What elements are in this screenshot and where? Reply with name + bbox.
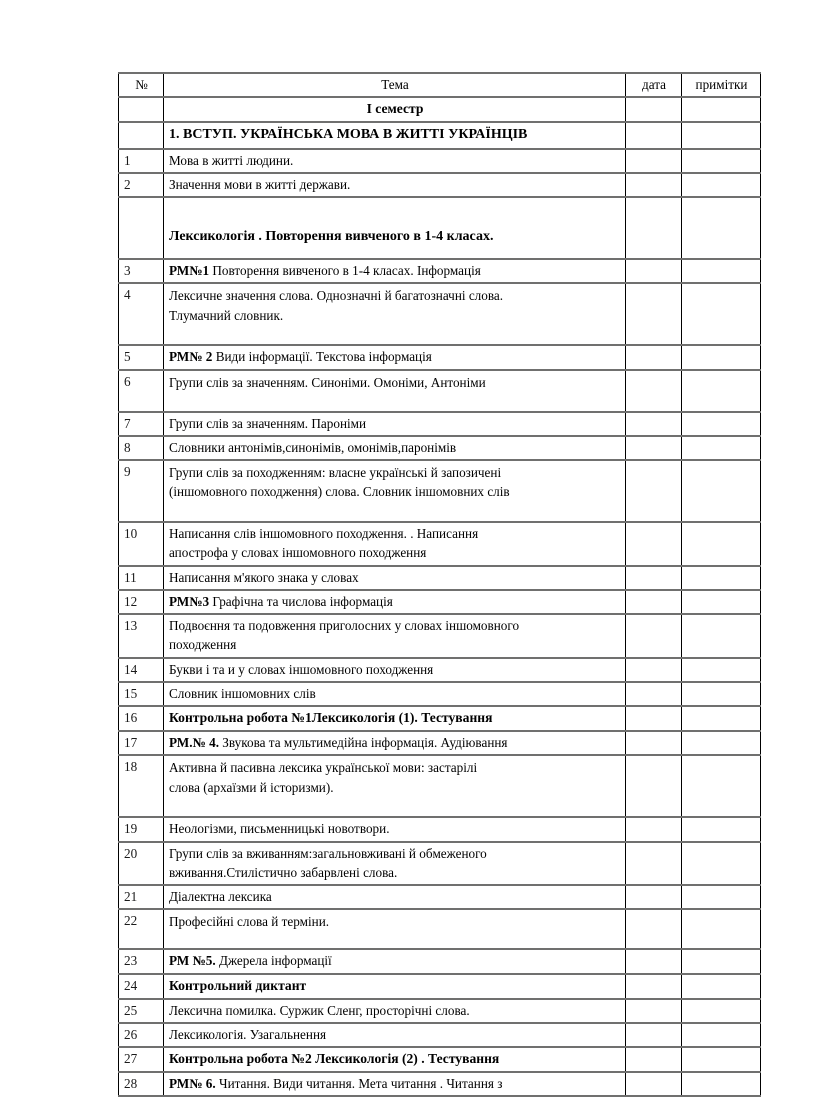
theme-text: Лексична помилка. Суржик Сленг, просторічні слова.: [169, 1002, 470, 1018]
row-date-cell[interactable]: [626, 259, 682, 283]
row-number-cell: 22: [119, 909, 164, 949]
row-number-cell: 27: [119, 1047, 164, 1072]
row-date-cell[interactable]: [626, 755, 682, 817]
row-date-cell[interactable]: [626, 1072, 682, 1096]
theme-text: Діалектна лексика: [169, 889, 272, 905]
row-notes-cell[interactable]: [682, 949, 761, 973]
row-date-cell[interactable]: [626, 412, 682, 436]
row-date-cell[interactable]: [626, 566, 682, 590]
row-date-cell[interactable]: [626, 658, 682, 682]
row-date-cell[interactable]: [626, 122, 682, 148]
row-notes-cell[interactable]: [682, 817, 761, 841]
table-row: [119, 706, 761, 731]
theme-text: Графічна та числова інформація: [209, 593, 393, 609]
row-number-cell: 24: [119, 974, 164, 999]
row-theme-cell: [164, 436, 626, 460]
theme-text: Групи слів за вживанням:загальновживані й обмеженого вживання.Стилістично забарвлені слова.: [169, 845, 487, 880]
row-number-cell: 8: [119, 436, 164, 460]
theme-text: Контрольна робота №1Лексикологія (1). Тестування: [169, 710, 493, 726]
row-notes-cell[interactable]: [682, 436, 761, 460]
row-notes-cell[interactable]: [682, 1072, 761, 1096]
theme-bold-prefix: РМ.№ 4.: [169, 735, 219, 751]
table-row: [119, 682, 761, 706]
table-row: [119, 149, 761, 173]
row-theme-cell: [164, 658, 626, 682]
row-date-cell[interactable]: [626, 731, 682, 755]
table-row: [119, 590, 761, 614]
row-theme-cell: [164, 842, 626, 886]
row-number-cell: [119, 97, 164, 122]
theme-text: Контрольна робота №2 Лексикологія (2) . Тестування: [169, 1051, 500, 1067]
row-date-cell[interactable]: [626, 522, 682, 566]
row-number-cell: 20: [119, 842, 164, 886]
table-header-row: [119, 73, 761, 97]
row-notes-cell[interactable]: [682, 842, 761, 886]
row-notes-cell[interactable]: [682, 283, 761, 345]
row-number-cell: 9: [119, 460, 164, 522]
row-number-cell: 3: [119, 259, 164, 283]
row-number-cell: 21: [119, 885, 164, 909]
theme-text: Групи слів за походженням: власне українські й запозичені (іншомовного походження) слова. Словник іншомовних слів: [169, 465, 510, 500]
row-number-cell: 28: [119, 1072, 164, 1096]
table-row: [119, 974, 761, 999]
row-number-cell: 14: [119, 658, 164, 682]
row-number-cell: [119, 197, 164, 259]
row-notes-cell[interactable]: [682, 97, 761, 122]
row-theme-cell: [164, 1072, 626, 1096]
column-header-theme: Тема: [164, 73, 626, 97]
table-row: [119, 173, 761, 197]
row-notes-cell[interactable]: [682, 566, 761, 590]
row-notes-cell[interactable]: [682, 658, 761, 682]
table-row: [119, 1047, 761, 1072]
row-date-cell[interactable]: [626, 173, 682, 197]
row-theme-cell: [164, 370, 626, 412]
row-notes-cell[interactable]: [682, 731, 761, 755]
row-date-cell[interactable]: [626, 197, 682, 259]
theme-text: Джерела інформації: [215, 953, 332, 969]
row-theme-cell: [164, 122, 626, 148]
table-row: [119, 345, 761, 369]
table-header: [119, 73, 761, 97]
theme-text: Професійні слова й терміни.: [169, 914, 330, 930]
row-number-cell: [119, 122, 164, 148]
theme-text: Значення мови в житті держави.: [169, 176, 351, 192]
row-number-cell: 6: [119, 370, 164, 412]
row-number-cell: 17: [119, 731, 164, 755]
row-notes-cell[interactable]: [682, 614, 761, 658]
table-row: [119, 614, 761, 658]
row-notes-cell[interactable]: [682, 1023, 761, 1047]
row-notes-cell[interactable]: [682, 173, 761, 197]
row-date-cell[interactable]: [626, 885, 682, 909]
theme-text: 1. ВСТУП. УКРАЇНСЬКА МОВА В ЖИТТІ УКРАЇНЦІВ: [169, 127, 528, 143]
theme-text: Словник іншомовних слів: [169, 686, 316, 701]
table-row: [119, 755, 761, 817]
row-number-cell: 4: [119, 283, 164, 345]
row-notes-cell[interactable]: [682, 885, 761, 909]
column-header-number: №: [119, 73, 164, 97]
theme-bold-prefix: РМ№3: [169, 593, 210, 609]
row-theme-cell: [164, 590, 626, 614]
theme-text: Букви і та и у словах іншомовного походження: [169, 661, 434, 677]
table-row: [119, 817, 761, 841]
row-theme-cell: [164, 885, 626, 909]
row-date-cell[interactable]: [626, 817, 682, 841]
theme-bold-prefix: РМ №5.: [169, 953, 216, 969]
row-theme-cell: [164, 817, 626, 841]
column-header-date: дата: [626, 73, 682, 97]
row-date-cell[interactable]: [626, 706, 682, 731]
theme-text: Написання м'якого знака у словах: [169, 569, 359, 585]
row-number-cell: 23: [119, 949, 164, 973]
theme-bold-prefix: РМ№1: [169, 263, 210, 279]
row-date-cell[interactable]: [626, 614, 682, 658]
table-row: [119, 949, 761, 973]
row-notes-cell[interactable]: [682, 522, 761, 566]
row-theme-cell: [164, 949, 626, 973]
table-row: [119, 197, 761, 259]
lesson-plan-table: [118, 72, 761, 1097]
row-number-cell: 2: [119, 173, 164, 197]
row-date-cell[interactable]: [626, 97, 682, 122]
row-theme-cell: [164, 974, 626, 999]
row-date-cell[interactable]: [626, 149, 682, 173]
theme-text: Подвоєння та подовження приголосних у словах іншомовного походження: [169, 618, 520, 653]
table-row: [119, 999, 761, 1023]
row-theme-cell: [164, 706, 626, 731]
theme-text: Групи слів за значенням. Синоніми. Омоніми, Антоніми: [169, 374, 486, 390]
table-row: [119, 909, 761, 949]
row-number-cell: 19: [119, 817, 164, 841]
row-notes-cell[interactable]: [682, 460, 761, 522]
row-notes-cell[interactable]: [682, 149, 761, 173]
row-number-cell: 11: [119, 566, 164, 590]
row-notes-cell[interactable]: [682, 909, 761, 949]
row-theme-cell: [164, 1023, 626, 1047]
row-date-cell[interactable]: [626, 909, 682, 949]
table-row: [119, 412, 761, 436]
row-number-cell: 5: [119, 345, 164, 369]
row-theme-cell: [164, 345, 626, 369]
table-row: [119, 436, 761, 460]
row-date-cell[interactable]: [626, 1023, 682, 1047]
theme-text: Лексичне значення слова. Однозначні й багатозначні слова. Тлумачний словник.: [169, 288, 504, 323]
theme-text: Види інформації. Текстова інформація: [212, 349, 432, 365]
theme-text: Активна й пасивна лексика української мови: застарілі слова (архаїзми й історизми).: [169, 760, 478, 795]
row-number-cell: 13: [119, 614, 164, 658]
theme-text: Лексикологія. Узагальнення: [169, 1026, 327, 1042]
row-theme-cell: [164, 197, 626, 259]
row-number-cell: 1: [119, 149, 164, 173]
row-notes-cell[interactable]: [682, 1047, 761, 1072]
row-theme-cell: [164, 97, 626, 122]
table-row: [119, 259, 761, 283]
row-date-cell[interactable]: [626, 682, 682, 706]
table-row: [119, 658, 761, 682]
row-date-cell[interactable]: [626, 345, 682, 369]
theme-text: Лексикологія . Повторення вивченого в 1-4 класах.: [169, 229, 494, 245]
row-date-cell[interactable]: [626, 590, 682, 614]
table-row: [119, 1072, 761, 1096]
row-date-cell[interactable]: [626, 949, 682, 973]
row-number-cell: 7: [119, 412, 164, 436]
row-theme-cell: [164, 149, 626, 173]
table-row: [119, 97, 761, 122]
table-row: [119, 522, 761, 566]
row-date-cell[interactable]: [626, 1047, 682, 1072]
row-theme-cell: [164, 1047, 626, 1072]
table-row: [119, 885, 761, 909]
table-row: [119, 731, 761, 755]
row-notes-cell[interactable]: [682, 122, 761, 148]
theme-text: Повторення вивченого в 1-4 класах. Інформація: [209, 263, 481, 279]
row-notes-cell[interactable]: [682, 590, 761, 614]
row-theme-cell: [164, 259, 626, 283]
row-number-cell: 10: [119, 522, 164, 566]
theme-text: Неологізми, письменницькі новотвори.: [169, 821, 390, 837]
table-row: [119, 122, 761, 148]
row-date-cell[interactable]: [626, 370, 682, 412]
column-header-notes: примітки: [682, 73, 761, 97]
row-notes-cell[interactable]: [682, 412, 761, 436]
row-theme-cell: [164, 682, 626, 706]
row-theme-cell: [164, 173, 626, 197]
row-theme-cell: [164, 522, 626, 566]
row-notes-cell[interactable]: [682, 755, 761, 817]
row-date-cell[interactable]: [626, 436, 682, 460]
row-number-cell: 12: [119, 590, 164, 614]
row-theme-cell: [164, 999, 626, 1023]
theme-bold-prefix: РМ№ 2: [169, 349, 213, 365]
table-body: [119, 97, 761, 1096]
theme-bold-prefix: РМ№ 6.: [169, 1075, 216, 1091]
row-notes-cell[interactable]: [682, 974, 761, 999]
row-notes-cell[interactable]: [682, 197, 761, 259]
row-date-cell[interactable]: [626, 999, 682, 1023]
table-row: [119, 460, 761, 522]
row-theme-cell: [164, 614, 626, 658]
row-number-cell: 18: [119, 755, 164, 817]
table-row: [119, 370, 761, 412]
row-notes-cell[interactable]: [682, 345, 761, 369]
row-number-cell: 26: [119, 1023, 164, 1047]
table-row: [119, 842, 761, 886]
theme-text: Словники антонімів,синонімів, омонімів,паронімів: [169, 439, 457, 455]
row-date-cell[interactable]: [626, 842, 682, 886]
theme-text: Читання. Види читання. Мета читання . Читання з: [215, 1075, 503, 1091]
theme-text: Звукова та мультимедійна інформація. Аудіювання: [219, 735, 508, 751]
row-theme-cell: [164, 755, 626, 817]
table-row: [119, 566, 761, 590]
table-row: [119, 1023, 761, 1047]
theme-text: Написання слів іншомовного походження. . Написання апострофа у словах іншомовного походження: [169, 526, 479, 561]
row-theme-cell: [164, 566, 626, 590]
row-date-cell[interactable]: [626, 460, 682, 522]
row-theme-cell: [164, 283, 626, 345]
row-theme-cell: [164, 909, 626, 949]
table-row: [119, 283, 761, 345]
row-theme-cell: [164, 731, 626, 755]
row-number-cell: 15: [119, 682, 164, 706]
row-notes-cell[interactable]: [682, 706, 761, 731]
row-date-cell[interactable]: [626, 974, 682, 999]
theme-text: I семестр: [366, 101, 424, 117]
row-notes-cell[interactable]: [682, 682, 761, 706]
row-number-cell: 16: [119, 706, 164, 731]
row-theme-cell: [164, 412, 626, 436]
theme-text: Контрольний диктант: [169, 977, 307, 993]
row-notes-cell[interactable]: [682, 999, 761, 1023]
theme-text: Групи слів за значенням. Пароніми: [169, 415, 367, 431]
row-date-cell[interactable]: [626, 283, 682, 345]
row-theme-cell: [164, 460, 626, 522]
theme-text: Мова в житті людини.: [169, 152, 294, 168]
row-notes-cell[interactable]: [682, 370, 761, 412]
row-notes-cell[interactable]: [682, 259, 761, 283]
row-number-cell: 25: [119, 999, 164, 1023]
